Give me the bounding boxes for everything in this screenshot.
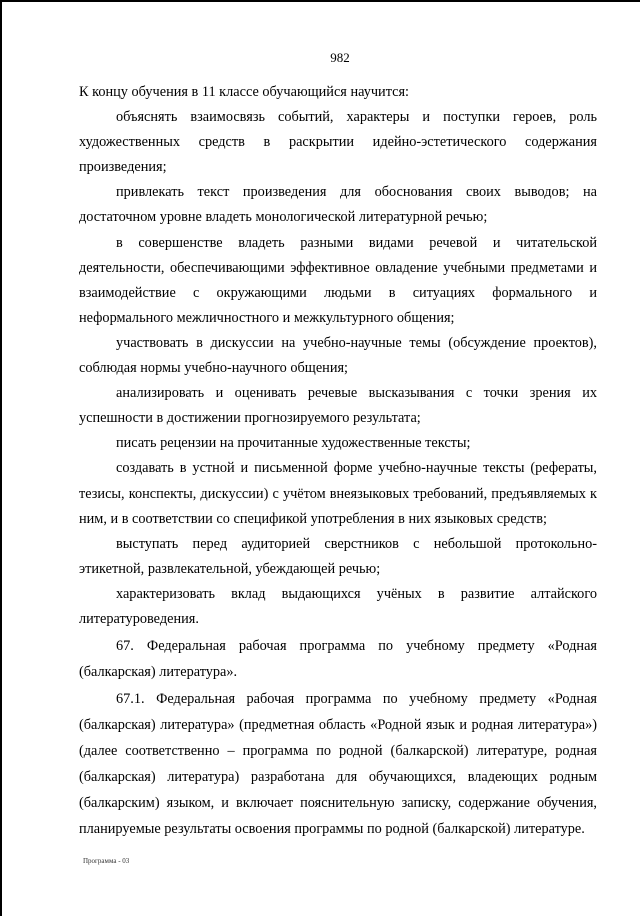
paragraph: выступать перед аудиторией сверстников с небольшой протокольно-этикетной, развлекательной, убеждающей речью; xyxy=(79,535,597,577)
scan-border-left xyxy=(0,0,2,916)
page-number: 982 xyxy=(330,50,350,65)
paragraph: объяснять взаимосвязь событий, характеры и поступки героев, роль художественных средств в раскрытии идейно-эстетического содержания произведения; xyxy=(79,109,597,176)
paragraph: участвовать в дискуссии на учебно-научные темы (обсуждение проектов), соблюдая нормы учебно-научного общения; xyxy=(79,334,597,377)
paragraph: создавать в устной и письменной форме учебно-научные тексты (рефераты, тезисы, конспекты, дискуссии) с учётом внеязыковых требований, предъявляемых к ним, и в соответствии со спецификой употребления в них языковых средств; xyxy=(79,460,597,527)
paragraph: характеризовать вклад выдающихся учёных в развитие алтайского литературоведения. xyxy=(79,585,597,627)
section-heading-paragraph: 67. Федеральная рабочая программа по учебному предмету «Родная (балкарская) литература». xyxy=(79,638,597,681)
scan-border-top xyxy=(0,0,640,2)
paragraph: 67.1. Федеральная рабочая программа по учебному предмету «Родная (балкарская) литература» (предметная область «Родной язык и родная литература») (далее соответственно – программа по родной (балкарской) литературе, родная (балкарская) литература) разработана для обучающихся, владеющих родным (балкарским) языком, и включает пояснительную записку, содержание обучения, планируемые результаты освоения программы по родной (балкарской) литературе. xyxy=(79,691,597,838)
footer-label: Программа - 03 xyxy=(83,857,130,865)
paragraph: в совершенстве владеть разными видами речевой и читательской деятельности, обеспечивающими эффективное овладение учебными предметами и взаимодействие с окружающими людьми в ситуациях формального и неформального межличностного и межкультурного общения; xyxy=(79,234,597,326)
paragraph: привлекать текст произведения для обоснования своих выводов; на достаточном уровне владеть монологической литературной речью; xyxy=(79,184,597,226)
paragraph: писать рецензии на прочитанные художественные тексты; xyxy=(116,435,471,452)
intro-paragraph: К концу обучения в 11 классе обучающийся научится: xyxy=(79,84,410,100)
document-body xyxy=(79,80,597,842)
paragraph: анализировать и оценивать речевые высказывания с точки зрения их успешности в достижении прогнозируемого результата; xyxy=(79,385,597,427)
